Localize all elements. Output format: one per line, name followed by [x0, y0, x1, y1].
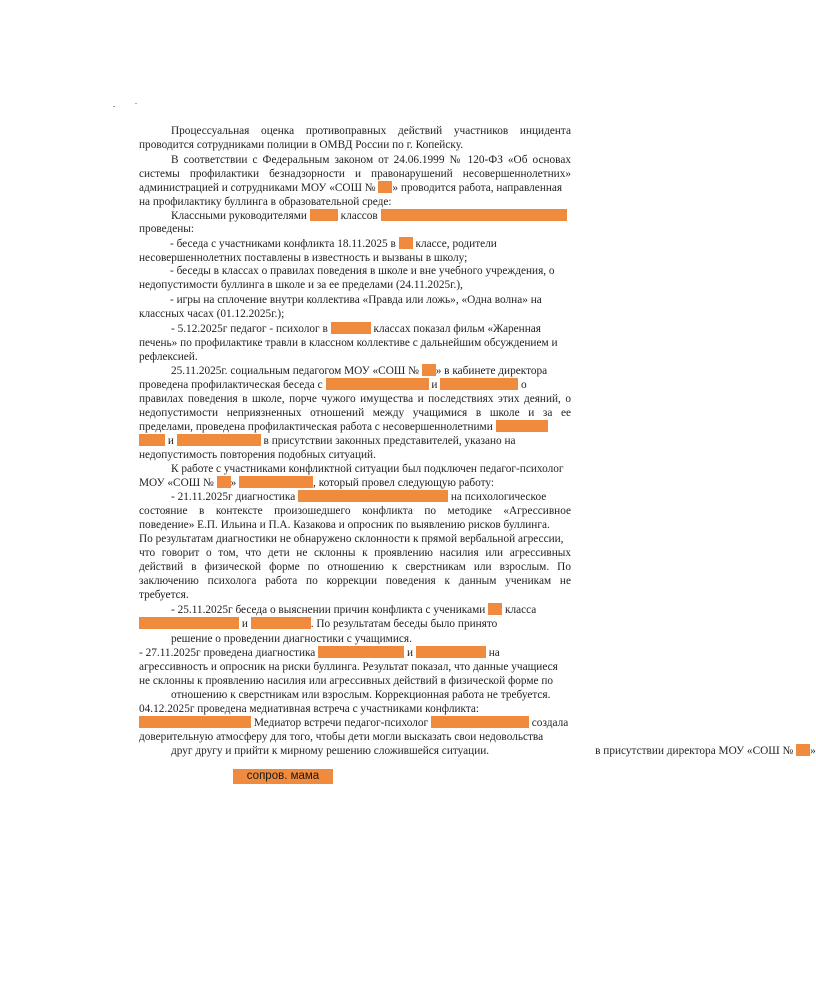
text-fragment: на психологическое — [450, 491, 547, 503]
text-fragment: МОУ «СОШ № — [139, 477, 214, 489]
text-fragment: - 21.11.2025г диагностика — [171, 491, 296, 503]
text-fragment: 25.11.2025г. социальным педагогом МОУ «СОШ № — [171, 365, 419, 377]
text-line: недопустимость повторения подобных ситуаций. — [139, 449, 376, 461]
text-fragment: о — [521, 379, 527, 391]
redaction — [796, 744, 810, 756]
text-line: правилах поведения в школе, порче чужого имущества и последствиях этих деяний, о — [139, 393, 571, 405]
text-line: рефлексией. — [139, 351, 198, 363]
redaction — [422, 364, 436, 376]
text-fragment: - 5.12.2025г педагог - психолог в — [171, 323, 328, 335]
text-fragment: и — [406, 647, 414, 659]
redaction — [416, 646, 486, 658]
redaction — [217, 476, 231, 488]
text-line: - игры на сплочение внутри коллектива «Правда или ложь», «Одна волна» на — [170, 294, 542, 306]
redaction — [331, 322, 371, 334]
text-line: агрессивность и опросник на риски буллинга. Результат показал, что данные учащиеся — [139, 661, 558, 673]
text-line — [171, 603, 536, 617]
redaction — [251, 617, 311, 629]
text-line: проводится сотрудниками полиции в ОМВД России по г. Копейску. — [139, 139, 464, 151]
text-line: на профилактику буллинга в образовательной среде: — [139, 196, 392, 208]
redaction — [177, 434, 261, 446]
text-line: требуется. — [139, 589, 189, 601]
text-fragment: » проводится работа, направленная — [392, 182, 563, 194]
redaction — [310, 209, 338, 221]
redaction — [496, 420, 548, 432]
text-fragment: Медиатор встречи педагог-психолог — [253, 717, 429, 729]
redaction — [239, 476, 313, 488]
text-line: поведение» Е.П. Ильина и П.А. Казакова и опросник по выявлению рисков буллинга. — [139, 519, 550, 531]
text-line: заключению психолога работа по коррекции поведения к данным ученикам не — [139, 575, 571, 587]
text-fragment: , который провел следующую работу: — [313, 477, 495, 489]
text-fragment: администрацией и сотрудниками МОУ «СОШ № — [139, 182, 376, 194]
text-fragment: друг другу и прийти к мирному решению сложившейся ситуации. — [171, 745, 490, 757]
scan-speck — [113, 106, 115, 107]
text-fragment: классов — [340, 210, 378, 222]
redaction — [139, 716, 251, 728]
text-line: печень» по профилактике травли в классном коллективе с дальнейшим обсуждением и — [139, 337, 558, 349]
text-line: МОУ «СОШ № » , который провел следующую работу: — [139, 477, 495, 489]
text-line: Процессуальная оценка противоправных действий участников инцидента — [171, 125, 571, 137]
redaction — [326, 378, 429, 390]
text-line — [171, 364, 547, 378]
text-line — [171, 490, 546, 504]
text-line — [139, 716, 568, 730]
redaction — [488, 603, 502, 615]
text-fragment: класса — [504, 604, 537, 616]
text-line: несовершеннолетних поставлены в известность и вызваны в школу; — [139, 252, 468, 264]
text-fragment: и — [241, 618, 248, 630]
text-line — [170, 237, 497, 251]
text-line: По результатам диагностики не обнаружено склонности к прямой вербальной агрессии, — [139, 533, 564, 545]
text-line: - беседы в классах о правилах поведения в школе и вне учебного учреждения, о — [170, 265, 555, 277]
text-fragment: - 27.11.2025г проведена диагностика — [139, 647, 316, 659]
redaction — [298, 490, 448, 502]
scan-speck — [135, 103, 137, 104]
text-fragment: и — [431, 379, 438, 391]
text-fragment: в присутствии законных представителей, указано на — [263, 435, 516, 447]
text-line — [171, 322, 541, 336]
text-fragment: и — [167, 435, 174, 447]
text-line: 04.12.2025г проведена медиативная встреча с участниками конфликта: — [139, 703, 480, 715]
text-fragment: Классными руководителями — [171, 210, 307, 222]
annotation-badge: сопров. мама — [233, 769, 333, 784]
text-line — [139, 420, 548, 434]
text-line — [139, 181, 562, 195]
text-line — [171, 209, 567, 223]
redaction — [139, 617, 239, 629]
redaction — [139, 434, 165, 446]
text-line — [139, 378, 527, 392]
redaction — [381, 209, 567, 221]
text-fragment: - беседа с участниками конфликта 18.11.2025 в — [170, 238, 396, 250]
text-line: доверительную атмосферу для того, чтобы дети могли высказать свои недовольства — [139, 731, 544, 743]
redaction — [318, 646, 404, 658]
text-line — [171, 744, 816, 758]
text-line: состояние в контексте произошедшего конфликта по методике «Агрессивное — [139, 505, 571, 517]
text-line: что говорит о том, что дети не склонны к проявлению насилия или агрессивных — [139, 547, 571, 559]
text-line: недопустимости буллинга в школе и за ее пределами (24.11.2025г.), — [139, 279, 463, 291]
text-line: не склонны к проявлению насилия или агрессивных действий в физической форме по — [139, 675, 554, 687]
text-line — [139, 617, 497, 631]
redaction — [431, 716, 529, 728]
redaction — [378, 181, 392, 193]
text-fragment: на — [488, 647, 500, 659]
text-line — [139, 646, 500, 660]
text-line: недопустимости неприязненных отношений между учащимися в школе и за ее — [139, 407, 571, 419]
text-line: В соответствии с Федеральным законом от 24.06.1999 № 120-ФЗ «Об основах — [171, 154, 571, 166]
text-fragment: в присутствии директора МОУ «СОШ № — [595, 745, 794, 757]
text-line: К работе с участниками конфликтной ситуации был подключен педагог-психолог — [171, 463, 564, 475]
text-line: отношению к сверстникам или взрослым. Коррекционная работа не требуется. — [171, 689, 551, 701]
text-line: системы профилактики безнадзорности и правонарушений несовершеннолетних» — [139, 168, 571, 180]
text-line: действий в физической форме по отношению к сверстникам или взрослым. По — [139, 561, 571, 573]
text-fragment: классе, родители — [415, 238, 497, 250]
redaction — [399, 237, 413, 249]
text-fragment: - 25.11.2025г беседа о выяснении причин конфликта с учениками — [171, 604, 486, 616]
text-fragment: создала — [531, 717, 569, 729]
redaction — [440, 378, 518, 390]
text-line — [139, 434, 516, 448]
text-line: классных часах (01.12.2025г.); — [139, 308, 285, 320]
text-line: решение о проведении диагностики с учащимися. — [171, 633, 412, 645]
text-fragment: пределами, проведена профилактическая работа с несовершеннолетними — [139, 421, 493, 433]
text-line: проведены: — [139, 223, 195, 235]
text-fragment: » в кабинете директора — [435, 365, 548, 377]
text-fragment: классах показал фильм «Жаренная — [373, 323, 541, 335]
text-fragment: проведена профилактическая беседа с — [139, 379, 323, 391]
text-fragment: » — [810, 745, 816, 757]
text-fragment: . По результатам беседы было принято — [310, 618, 498, 630]
